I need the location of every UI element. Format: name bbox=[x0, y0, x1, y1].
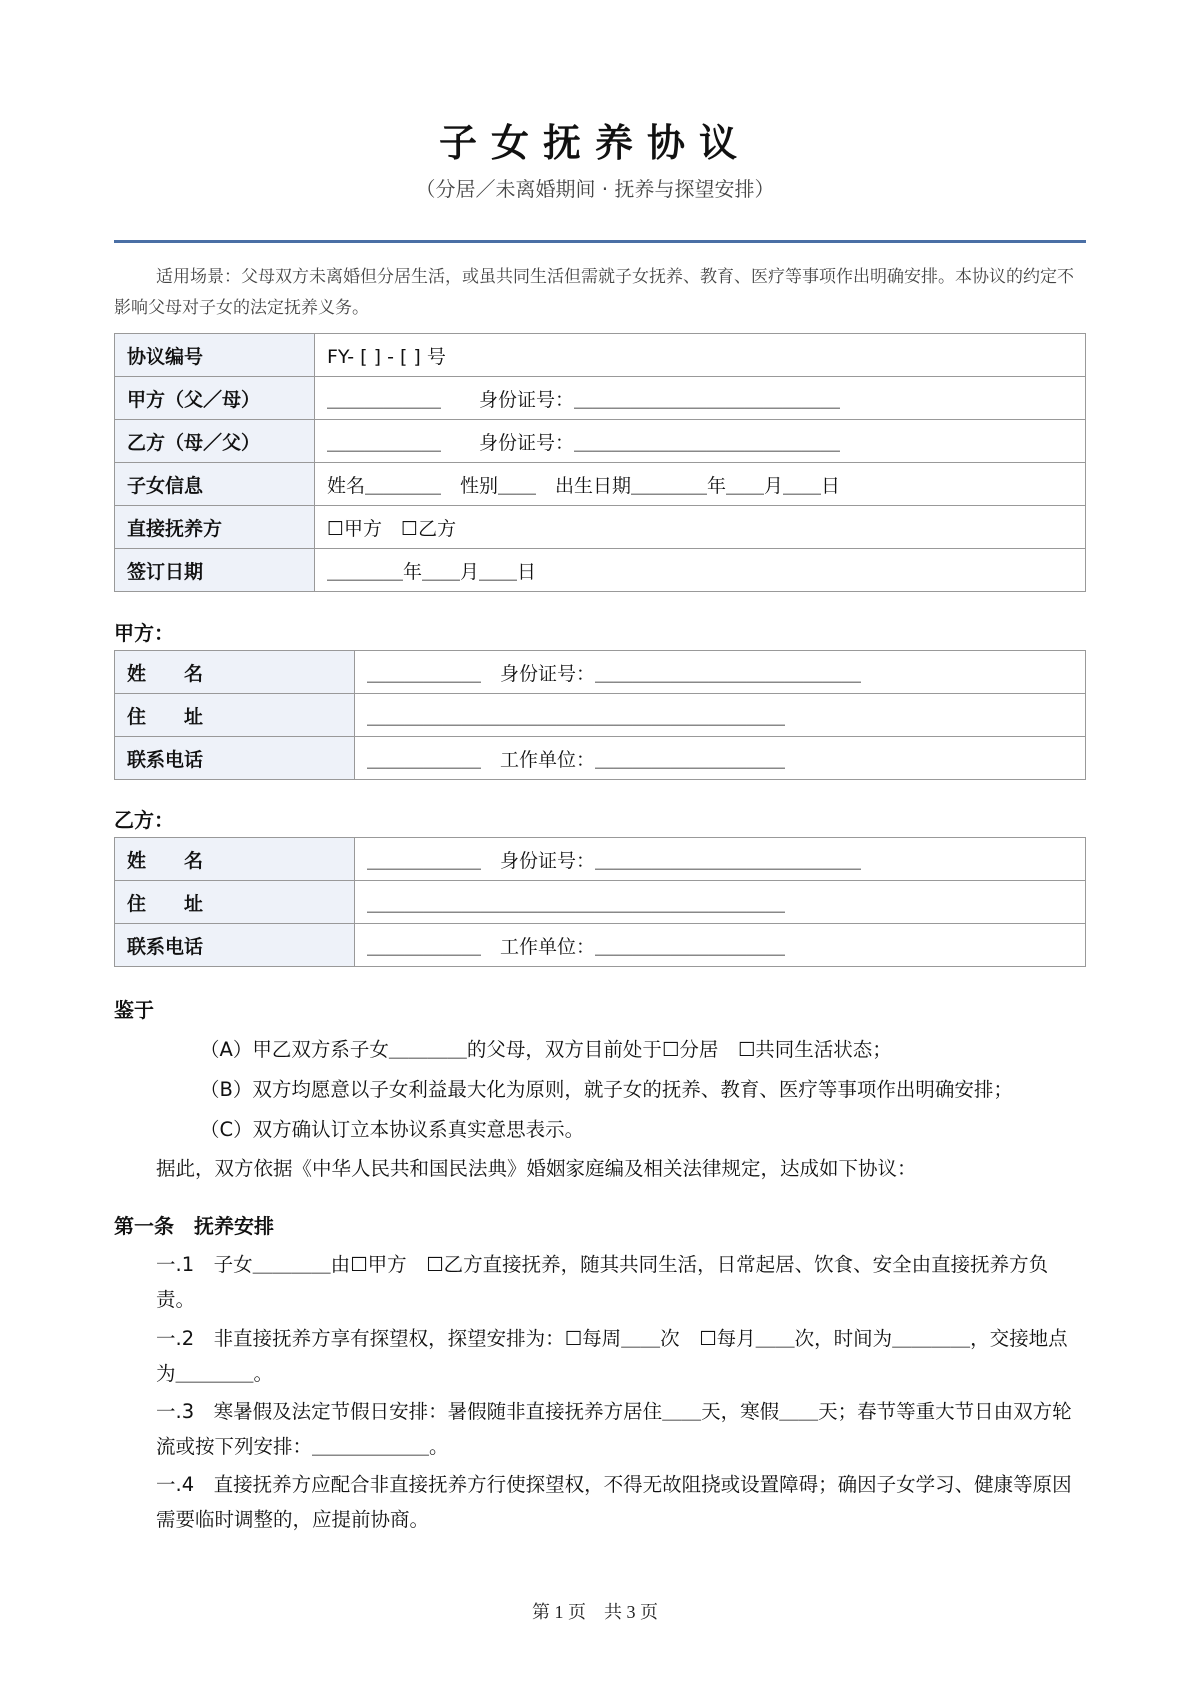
agreement-info-table bbox=[114, 333, 1086, 592]
row-label: 直接抚养方 bbox=[115, 506, 315, 549]
document-title: 子女抚养协议 bbox=[438, 121, 751, 165]
table-row bbox=[115, 838, 1086, 881]
party-a-heading: 甲方： bbox=[114, 621, 174, 645]
whereas-heading: 鉴于 bbox=[114, 998, 154, 1022]
agreement-number-field[interactable]: FY- [ ] - [ ] 号 bbox=[315, 334, 1086, 377]
document-subtitle: （分居／未离婚期间 · 抚养与探望安排） bbox=[415, 177, 775, 201]
clause-1-4: 一.4 直接抚养方应配合非直接抚养方行使探望权，不得无故阻挠或设置障碍；确因子女学习、健康等原因需要临时调整的，应提前协商。 bbox=[156, 1473, 1072, 1531]
row-label: 住 址 bbox=[115, 881, 355, 924]
table-row bbox=[115, 694, 1086, 737]
party-a-name-field[interactable]: ＿＿＿＿＿＿ 身份证号：＿＿＿＿＿＿＿＿＿＿＿＿＿＿ bbox=[355, 651, 1086, 694]
table-row bbox=[115, 881, 1086, 924]
child-info-field[interactable]: 姓名＿＿＿＿ 性别＿＿ 出生日期＿＿＿＿年＿＿月＿＿日 bbox=[315, 463, 1086, 506]
table-row bbox=[115, 737, 1086, 780]
party-a-address-field[interactable]: ＿＿＿＿＿＿＿＿＿＿＿＿＿＿＿＿＿＿＿＿＿＿ bbox=[355, 694, 1086, 737]
table-row bbox=[115, 549, 1086, 592]
whereas-item-b: （B）双方均愿意以子女利益最大化为原则，就子女的抚养、教育、医疗等事项作出明确安排； bbox=[200, 1078, 1013, 1101]
table-row bbox=[115, 420, 1086, 463]
table-row bbox=[115, 651, 1086, 694]
whereas-conclusion: 据此，双方依据《中华人民共和国民法典》婚姻家庭编及相关法律规定，达成如下协议： bbox=[156, 1157, 917, 1180]
row-label: 姓 名 bbox=[115, 838, 355, 881]
party-a-field[interactable]: ＿＿＿＿＿＿ 身份证号：＿＿＿＿＿＿＿＿＿＿＿＿＿＿ bbox=[315, 377, 1086, 420]
row-label: 姓 名 bbox=[115, 651, 355, 694]
row-label: 协议编号 bbox=[115, 334, 315, 377]
party-b-heading: 乙方： bbox=[114, 808, 174, 832]
custodian-checkboxes[interactable]: ☐甲方 ☐乙方 bbox=[315, 506, 1086, 549]
row-label: 子女信息 bbox=[115, 463, 315, 506]
table-row bbox=[115, 377, 1086, 420]
clause-1-3: 一.3 寒暑假及法定节假日安排：暑假随非直接抚养方居住＿＿天，寒假＿＿天；春节等重大节日由双方轮流或按下列安排：＿＿＿＿＿＿。 bbox=[156, 1400, 1072, 1458]
party-b-phone-field[interactable]: ＿＿＿＿＿＿ 工作单位：＿＿＿＿＿＿＿＿＿＿ bbox=[355, 924, 1086, 967]
page-footer: 第 1 页 共 3 页 bbox=[532, 1602, 658, 1622]
party-b-table bbox=[114, 837, 1086, 967]
table-row bbox=[115, 506, 1086, 549]
party-b-name-field[interactable]: ＿＿＿＿＿＿ 身份证号：＿＿＿＿＿＿＿＿＿＿＿＿＿＿ bbox=[355, 838, 1086, 881]
clause-1-1: 一.1 子女＿＿＿＿由☐甲方 ☐乙方直接抚养，随其共同生活，日常起居、饮食、安全由直接抚养方负责。 bbox=[156, 1253, 1049, 1311]
signing-date-field[interactable]: ＿＿＿＿年＿＿月＿＿日 bbox=[315, 549, 1086, 592]
article-1-heading: 第一条 抚养安排 bbox=[114, 1214, 274, 1238]
table-row bbox=[115, 334, 1086, 377]
whereas-item-a: （A）甲乙双方系子女＿＿＿＿的父母，双方目前处于☐分居 ☐共同生活状态； bbox=[200, 1038, 892, 1061]
scope-note: 适用场景：父母双方未离婚但分居生活，或虽共同生活但需就子女抚养、教育、医疗等事项作出明确安排。本协议的约定不影响父母对子女的法定抚养义务。 bbox=[114, 267, 1074, 318]
row-label: 联系电话 bbox=[115, 924, 355, 967]
whereas-item-c: （C）双方确认订立本协议系真实意思表示。 bbox=[200, 1118, 585, 1141]
row-label: 乙方（母／父） bbox=[115, 420, 315, 463]
party-b-field[interactable]: ＿＿＿＿＿＿ 身份证号：＿＿＿＿＿＿＿＿＿＿＿＿＿＿ bbox=[315, 420, 1086, 463]
row-label: 联系电话 bbox=[115, 737, 355, 780]
row-label: 签订日期 bbox=[115, 549, 315, 592]
row-label: 甲方（父／母） bbox=[115, 377, 315, 420]
party-a-table bbox=[114, 650, 1086, 780]
title-divider bbox=[114, 240, 1086, 243]
table-row bbox=[115, 463, 1086, 506]
row-label: 住 址 bbox=[115, 694, 355, 737]
clause-1-2: 一.2 非直接抚养方享有探望权，探望安排为：☐每周＿＿次 ☐每月＿＿次，时间为＿＿＿＿，交接地点为＿＿＿＿。 bbox=[156, 1327, 1068, 1385]
party-b-address-field[interactable]: ＿＿＿＿＿＿＿＿＿＿＿＿＿＿＿＿＿＿＿＿＿＿ bbox=[355, 881, 1086, 924]
table-row bbox=[115, 924, 1086, 967]
party-a-phone-field[interactable]: ＿＿＿＿＿＿ 工作单位：＿＿＿＿＿＿＿＿＿＿ bbox=[355, 737, 1086, 780]
